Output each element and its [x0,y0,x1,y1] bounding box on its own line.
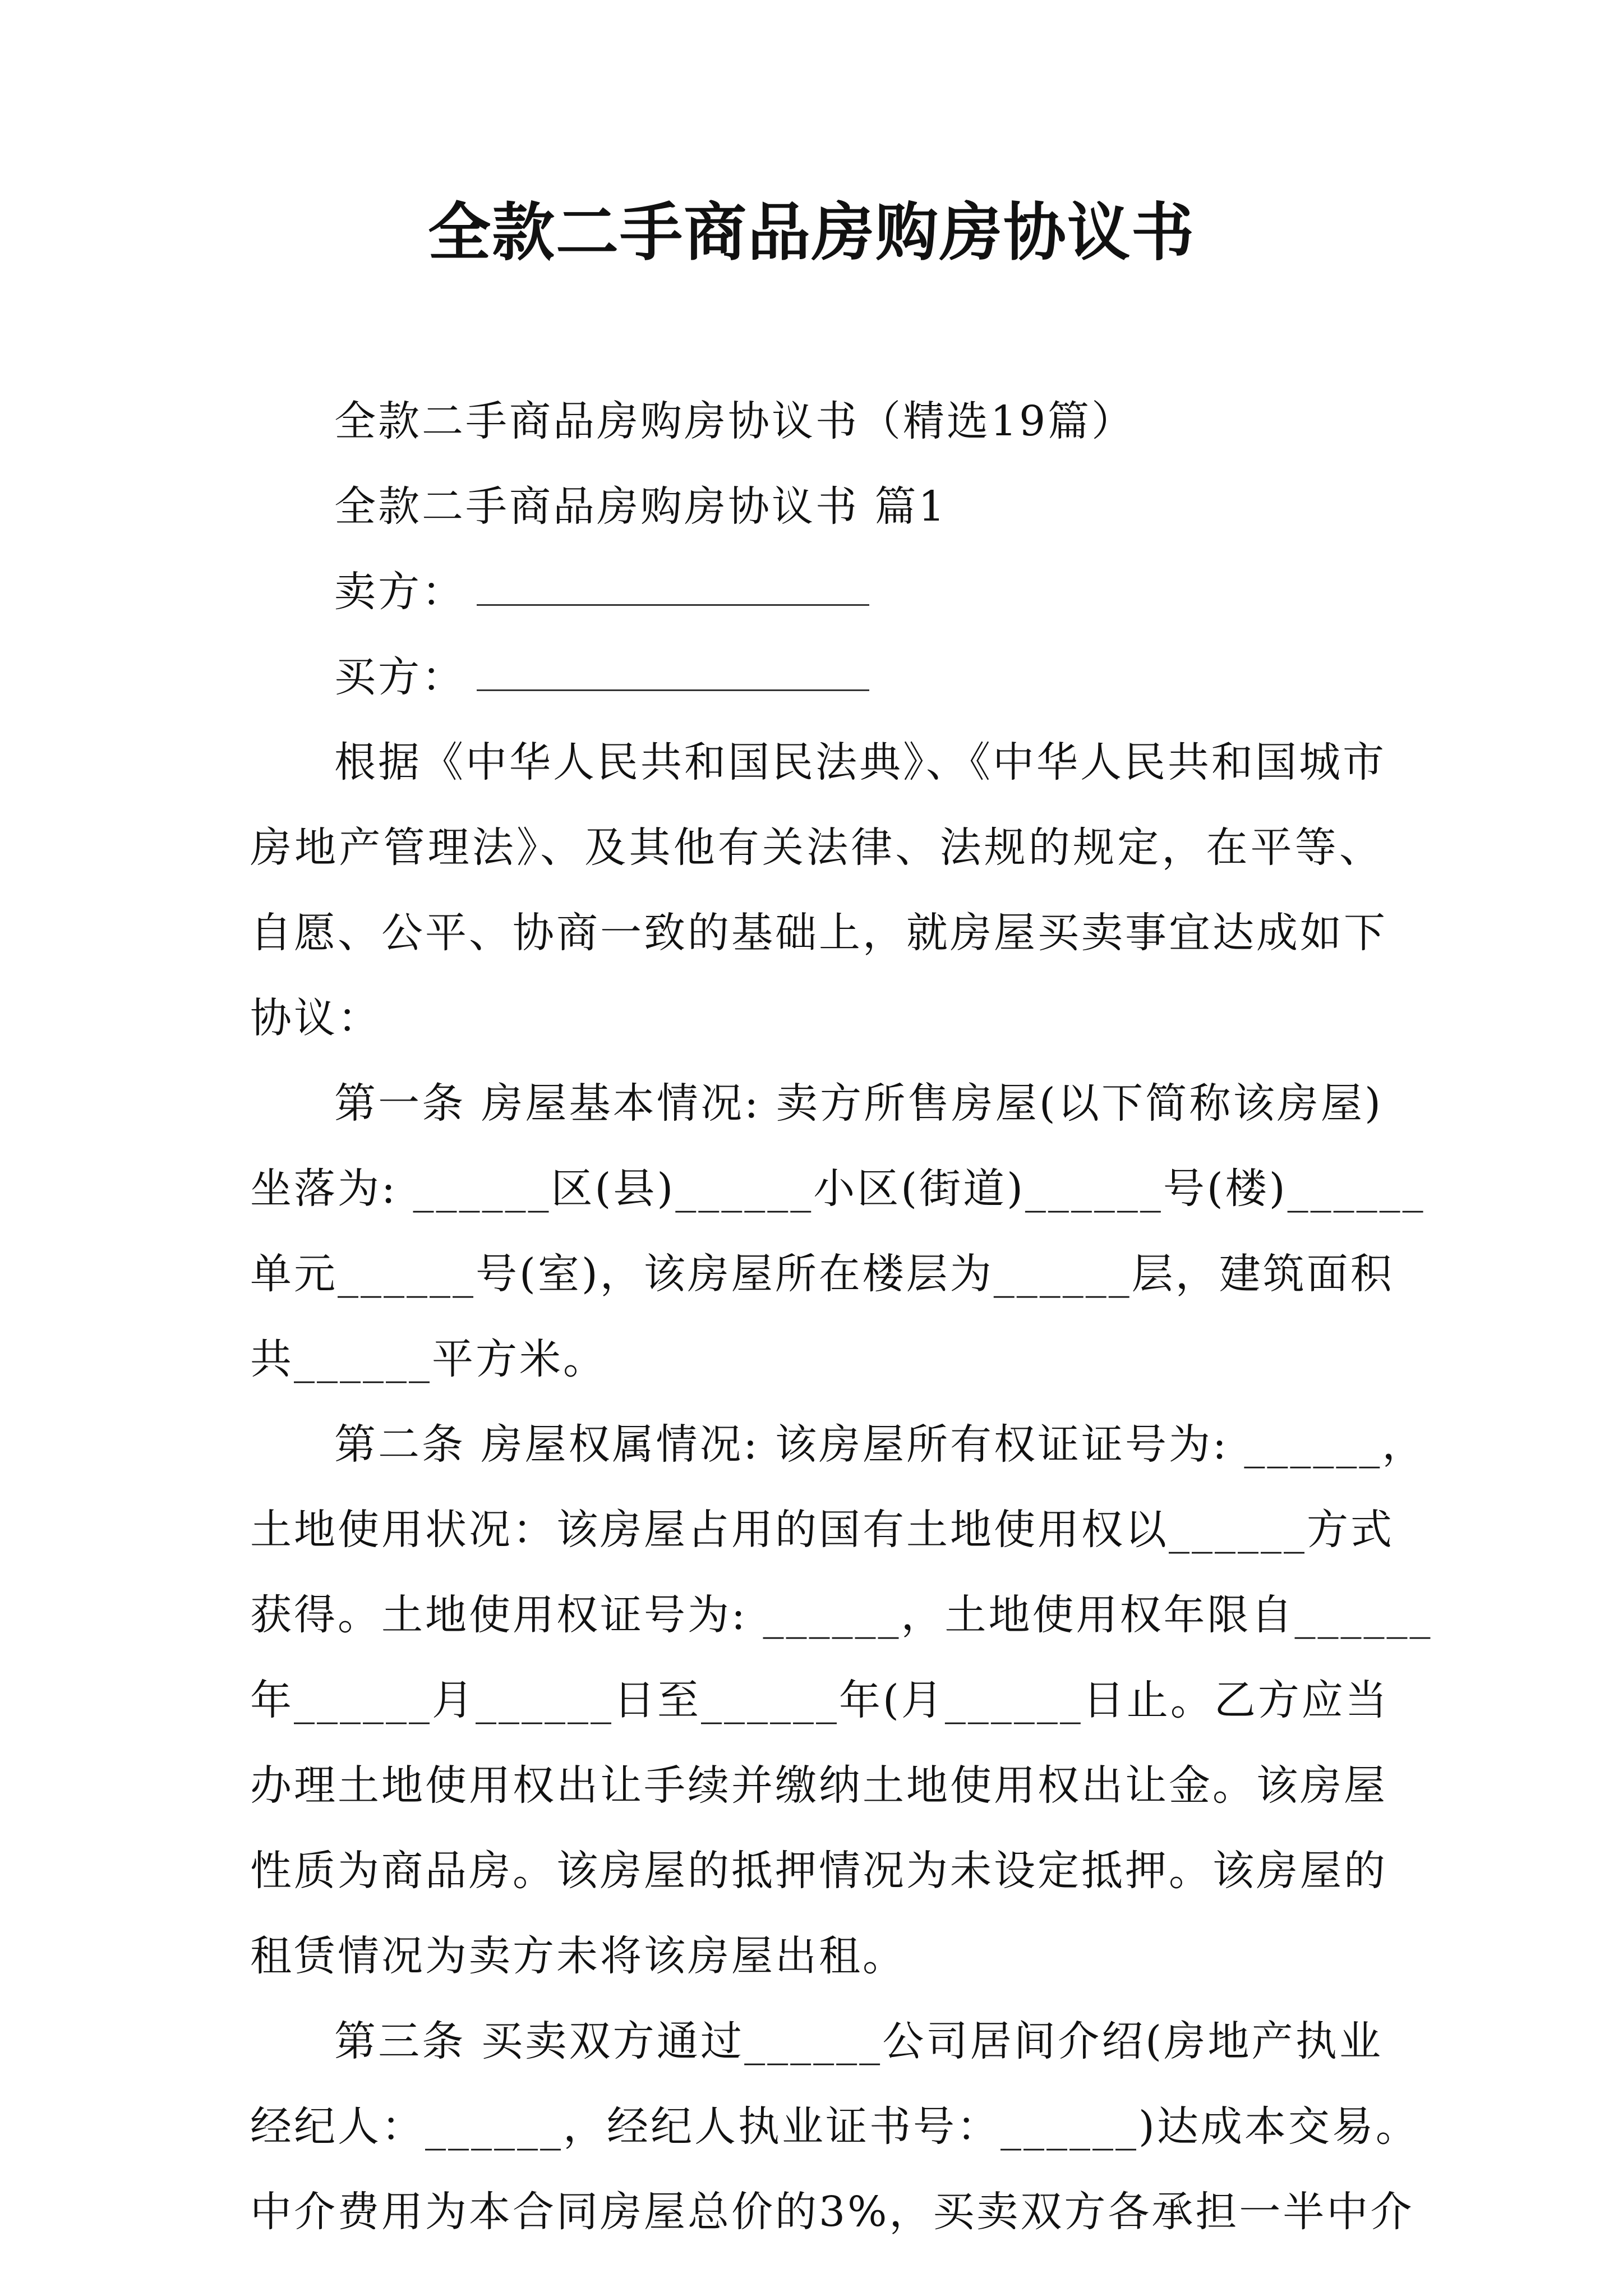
buyer-label: 买方： [334,653,465,701]
article-2-line: 办理土地使用权出让手续并缴纳土地使用权出让金。该房屋 [250,1761,1387,1810]
article-1-line: 共______平方米。 [250,1335,607,1383]
article-1-line: 坐落为: ______区(县)______小区(街道)______号(楼)______ [250,1165,1426,1213]
paragraph-line: 房地产管理法》、及其他有关法律、法规的规定，在平等、 [250,823,1383,872]
article-2-line: 第二条 房屋权属情况: 该房屋所有权证证号为: ______， [334,1420,1426,1469]
article-1-line: 单元______号(室)，该房屋所在楼层为______层，建筑面积 [250,1250,1394,1298]
subtitle-line: 全款二手商品房购房协议书（精选19篇） [334,397,1136,445]
article-2-line: 性质为商品房。该房屋的抵押情况为未设定抵押。该房屋的 [250,1847,1387,1895]
paragraph-line: 根据《中华人民共和国民法典》、《中华人民共和国城市 [334,738,1386,786]
article-2-line: 年______月______日至______年(月______日止。乙方应当 [250,1676,1389,1724]
section-heading: 全款二手商品房购房协议书 篇1 [334,482,947,531]
paragraph-line: 自愿、公平、协商一致的基础上，就房屋买卖事宜达成如下 [250,909,1387,957]
article-3-line: 第三条 买卖双方通过______公司居间介绍(房地产执业 [334,2017,1383,2065]
document-body [250,379,1433,2254]
paragraph-line: 协议： [250,994,381,1042]
buyer-blank [477,650,869,691]
seller-label: 卖方： [334,568,465,616]
article-2-line: 租赁情况为卖方未将该房屋出租。 [250,1932,906,1980]
document-title: 全款二手商品房购房协议书 [428,196,1195,269]
article-3-line: 经纪人：______，经纪人执业证书号：______)达成本交易。 [250,2102,1419,2151]
buyer-line [250,634,1383,720]
article-3-line: 中介费用为本合同房屋总价的3%，买卖双方各承担一半中介 [250,2188,1414,2236]
seller-line [250,549,1383,634]
article-2-line: 获得。土地使用权证号为: ______，土地使用权年限自______ [250,1591,1433,1639]
article-2-line: 土地使用状况：该房屋占用的国有土地使用权以______方式 [250,1506,1394,1554]
seller-blank [477,565,869,606]
article-1-line: 第一条 房屋基本情况: 卖方所售房屋(以下简称该房屋) [334,1079,1383,1128]
